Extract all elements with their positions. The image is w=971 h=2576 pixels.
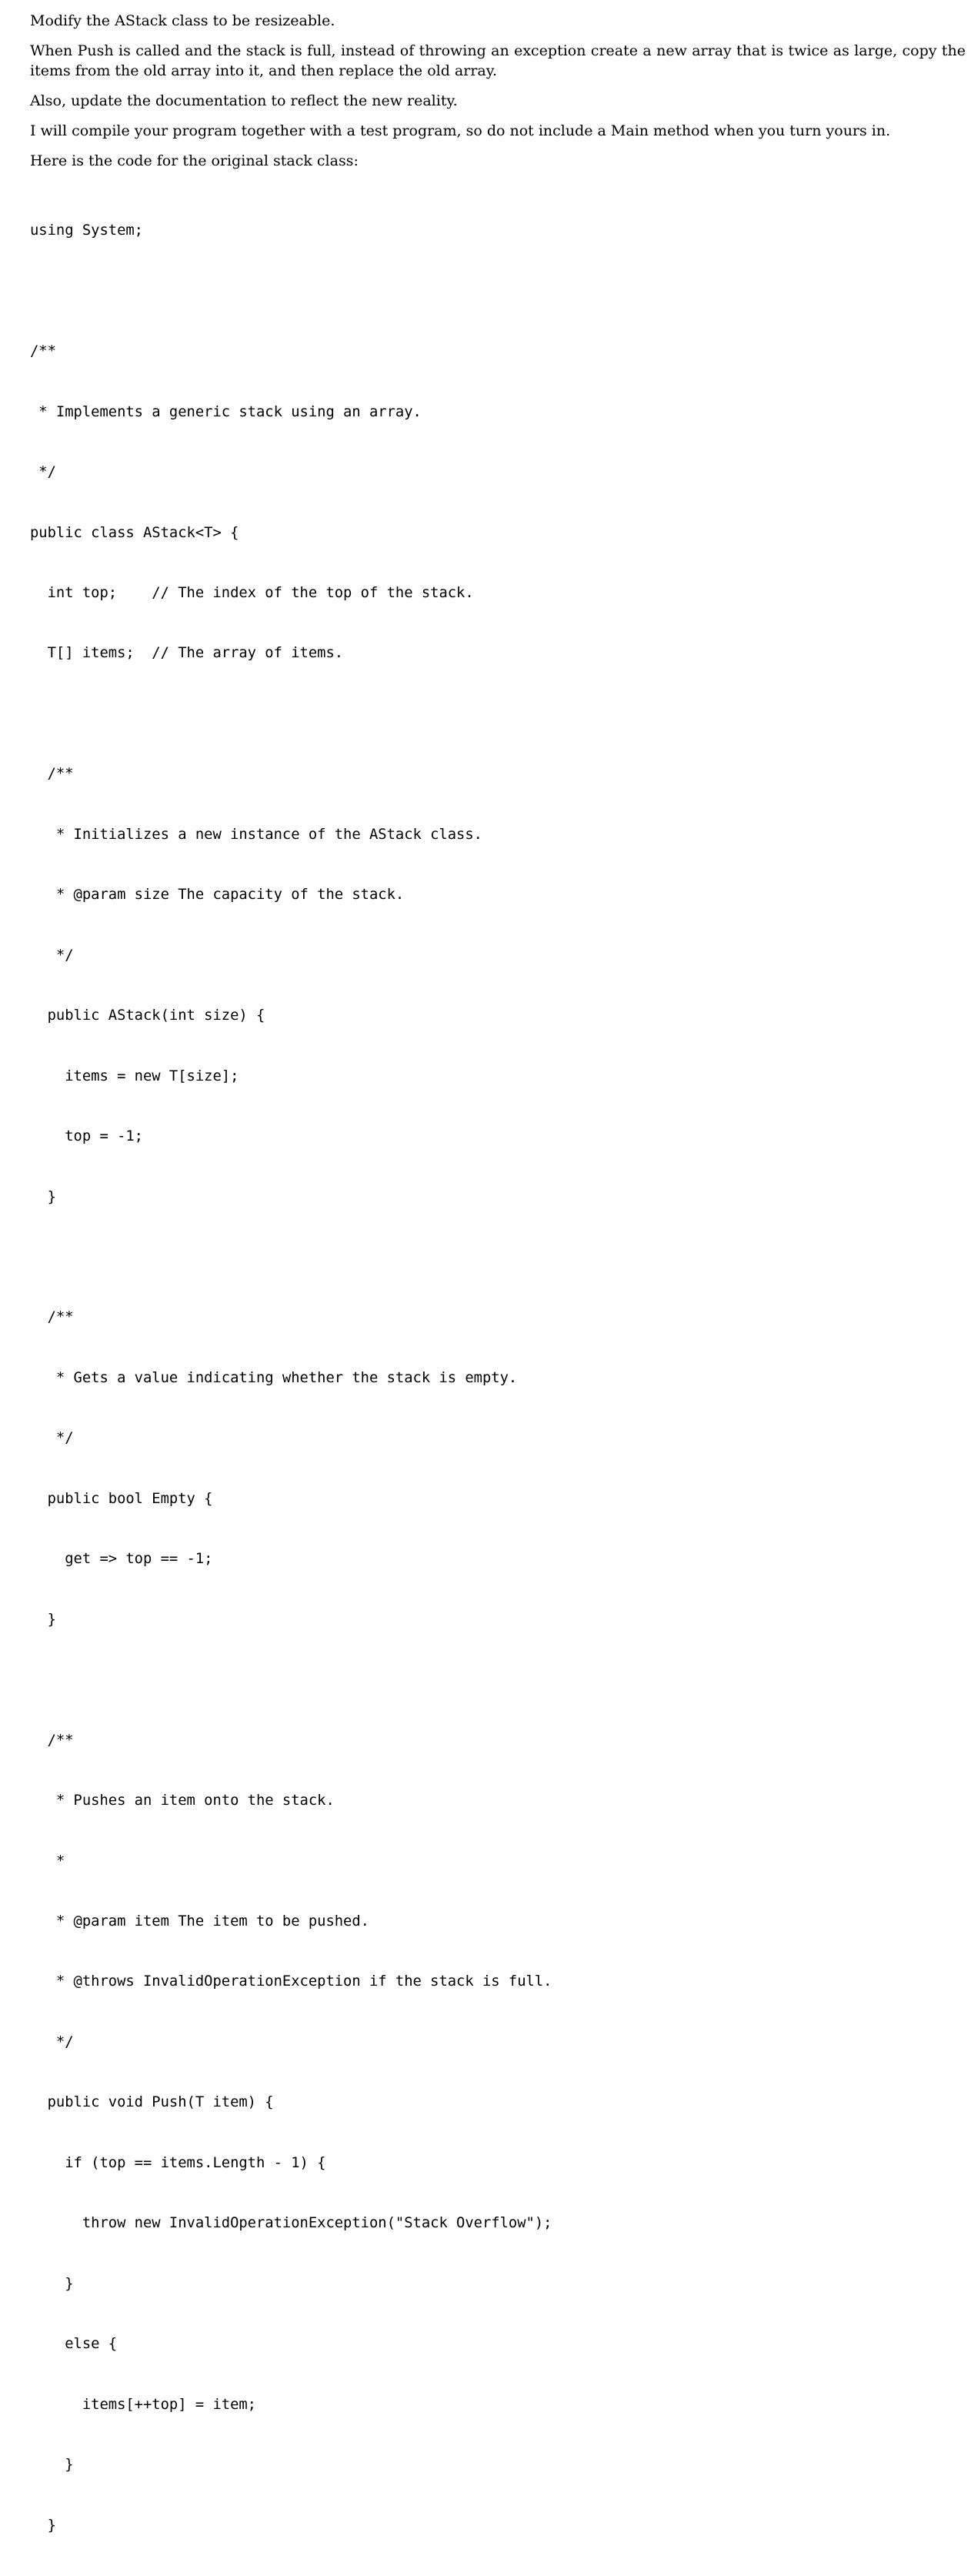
instruction-no-main: I will compile your program together with a test program, so do not include a Main method when you turn yours in. [30,122,891,139]
code-line [30,1670,966,1690]
code-listing [30,181,966,2576]
code-line: T[] items; // The array of items. [30,645,344,662]
code-line: public class AStack<T> { [30,524,239,541]
code-line: } [30,1611,56,1628]
code-line: } [30,2517,56,2534]
code-line: } [30,1188,56,1205]
code-line [30,704,966,724]
code-line: */ [30,2033,74,2050]
code-line: if (top == items.Length - 1) { [30,2154,326,2171]
code-line: * @param item The item to be pushed. [30,1913,369,1929]
code-line: public AStack(int size) { [30,1007,265,1024]
code-line: /** [30,1309,74,1326]
code-line: * [30,1853,65,1869]
code-line: * Implements a generic stack using an array. [30,403,422,420]
instruction-push-behavior: When Push is called and the stack is full, instead of throwing an exception create a new array that is twice as large, copy the items from the old array into it, and then replace the old array. [30,42,966,79]
code-line [30,282,966,302]
code-line: } [30,2457,74,2474]
code-line [30,1248,966,1268]
code-line: */ [30,1430,74,1447]
code-line: * @param size The capacity of the stack. [30,887,405,904]
code-line: public bool Empty { [30,1490,213,1507]
code-line: int top; // The index of the top of the stack. [30,585,474,602]
code-line: /** [30,1732,74,1749]
code-line: using System; [30,222,143,239]
code-line: top = -1; [30,1128,143,1145]
code-line: /** [30,343,56,360]
instruction-documentation: Also, update the documentation to reflect the new reality. [30,92,458,109]
code-line: */ [30,464,56,481]
code-line: items = new T[size]; [30,1067,239,1084]
code-line: get => top == -1; [30,1551,213,1568]
code-line: */ [30,947,74,964]
instruction-code-intro: Here is the code for the original stack class: [30,152,359,169]
code-line: else { [30,2336,118,2353]
document-page [30,11,966,2576]
code-line: * Initializes a new instance of the AStack class. [30,826,482,843]
code-line: items[++top] = item; [30,2396,256,2413]
code-line: /** [30,766,74,783]
code-line: throw new InvalidOperationException("Stack Overflow"); [30,2215,552,2232]
code-line: * Pushes an item onto the stack. [30,1793,335,1809]
code-line: * @throws InvalidOperationException if the stack is full. [30,1973,552,1990]
code-line: public void Push(T item) { [30,2094,274,2111]
instruction-intro: Modify the AStack class to be resizeable. [30,12,335,29]
code-line: * Gets a value indicating whether the stack is empty. [30,1369,518,1386]
code-line: } [30,2275,74,2292]
